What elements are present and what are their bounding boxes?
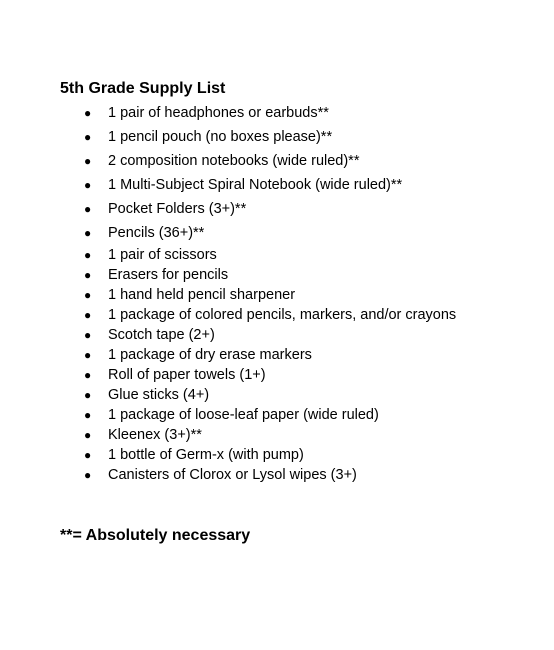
bullet-icon: ● [84,202,92,216]
bullet-icon: ● [84,308,92,322]
bullet-icon: ● [84,388,92,402]
bullet-icon: ● [84,248,92,262]
bullet-icon: ● [84,448,92,462]
page-title: 5th Grade Supply List [60,80,226,97]
footnote: **= Absolutely necessary [60,527,251,544]
list-item-text: 2 composition notebooks (wide ruled)** [108,153,360,169]
list-item-text: Canisters of Clorox or Lysol wipes (3+) [108,467,357,483]
list-item-text: Roll of paper towels (1+) [108,367,266,383]
bullet-icon: ● [84,468,92,482]
list-item-text: 1 pencil pouch (no boxes please)** [108,129,333,145]
list-item-text: Erasers for pencils [108,267,229,283]
list-item-text: Pocket Folders (3+)** [108,201,247,217]
bullet-icon: ● [84,268,92,282]
list-item-text: Glue sticks (4+) [108,387,210,403]
list-item-text: 1 package of colored pencils, markers, and/or crayons [108,307,457,323]
list-item-text: Kleenex (3+)** [108,427,202,443]
list-item-text: Pencils (36+)** [108,225,205,241]
list-item-text: 1 hand held pencil sharpener [108,287,296,303]
list-item-text: 1 pair of headphones or earbuds** [108,105,329,121]
bullet-icon: ● [84,328,92,342]
bullet-icon: ● [84,348,92,362]
bullet-icon: ● [84,288,92,302]
bullet-icon: ● [84,130,92,144]
list-item-text: 1 pair of scissors [108,247,217,263]
list-item-text: 1 bottle of Germ-x (with pump) [108,447,304,463]
bullet-icon: ● [84,428,92,442]
list-item-text: 1 package of loose-leaf paper (wide ruled) [108,407,379,423]
bullet-icon: ● [84,178,92,192]
list-item-text: 1 package of dry erase markers [108,347,312,363]
list-item-text: Scotch tape (2+) [108,327,215,343]
list-item-text: 1 Multi-Subject Spiral Notebook (wide ruled)** [108,177,403,193]
bullet-icon: ● [84,408,92,422]
bullet-icon: ● [84,106,92,120]
bullet-icon: ● [84,154,92,168]
bullet-icon: ● [84,368,92,382]
bullet-icon: ● [84,226,92,240]
